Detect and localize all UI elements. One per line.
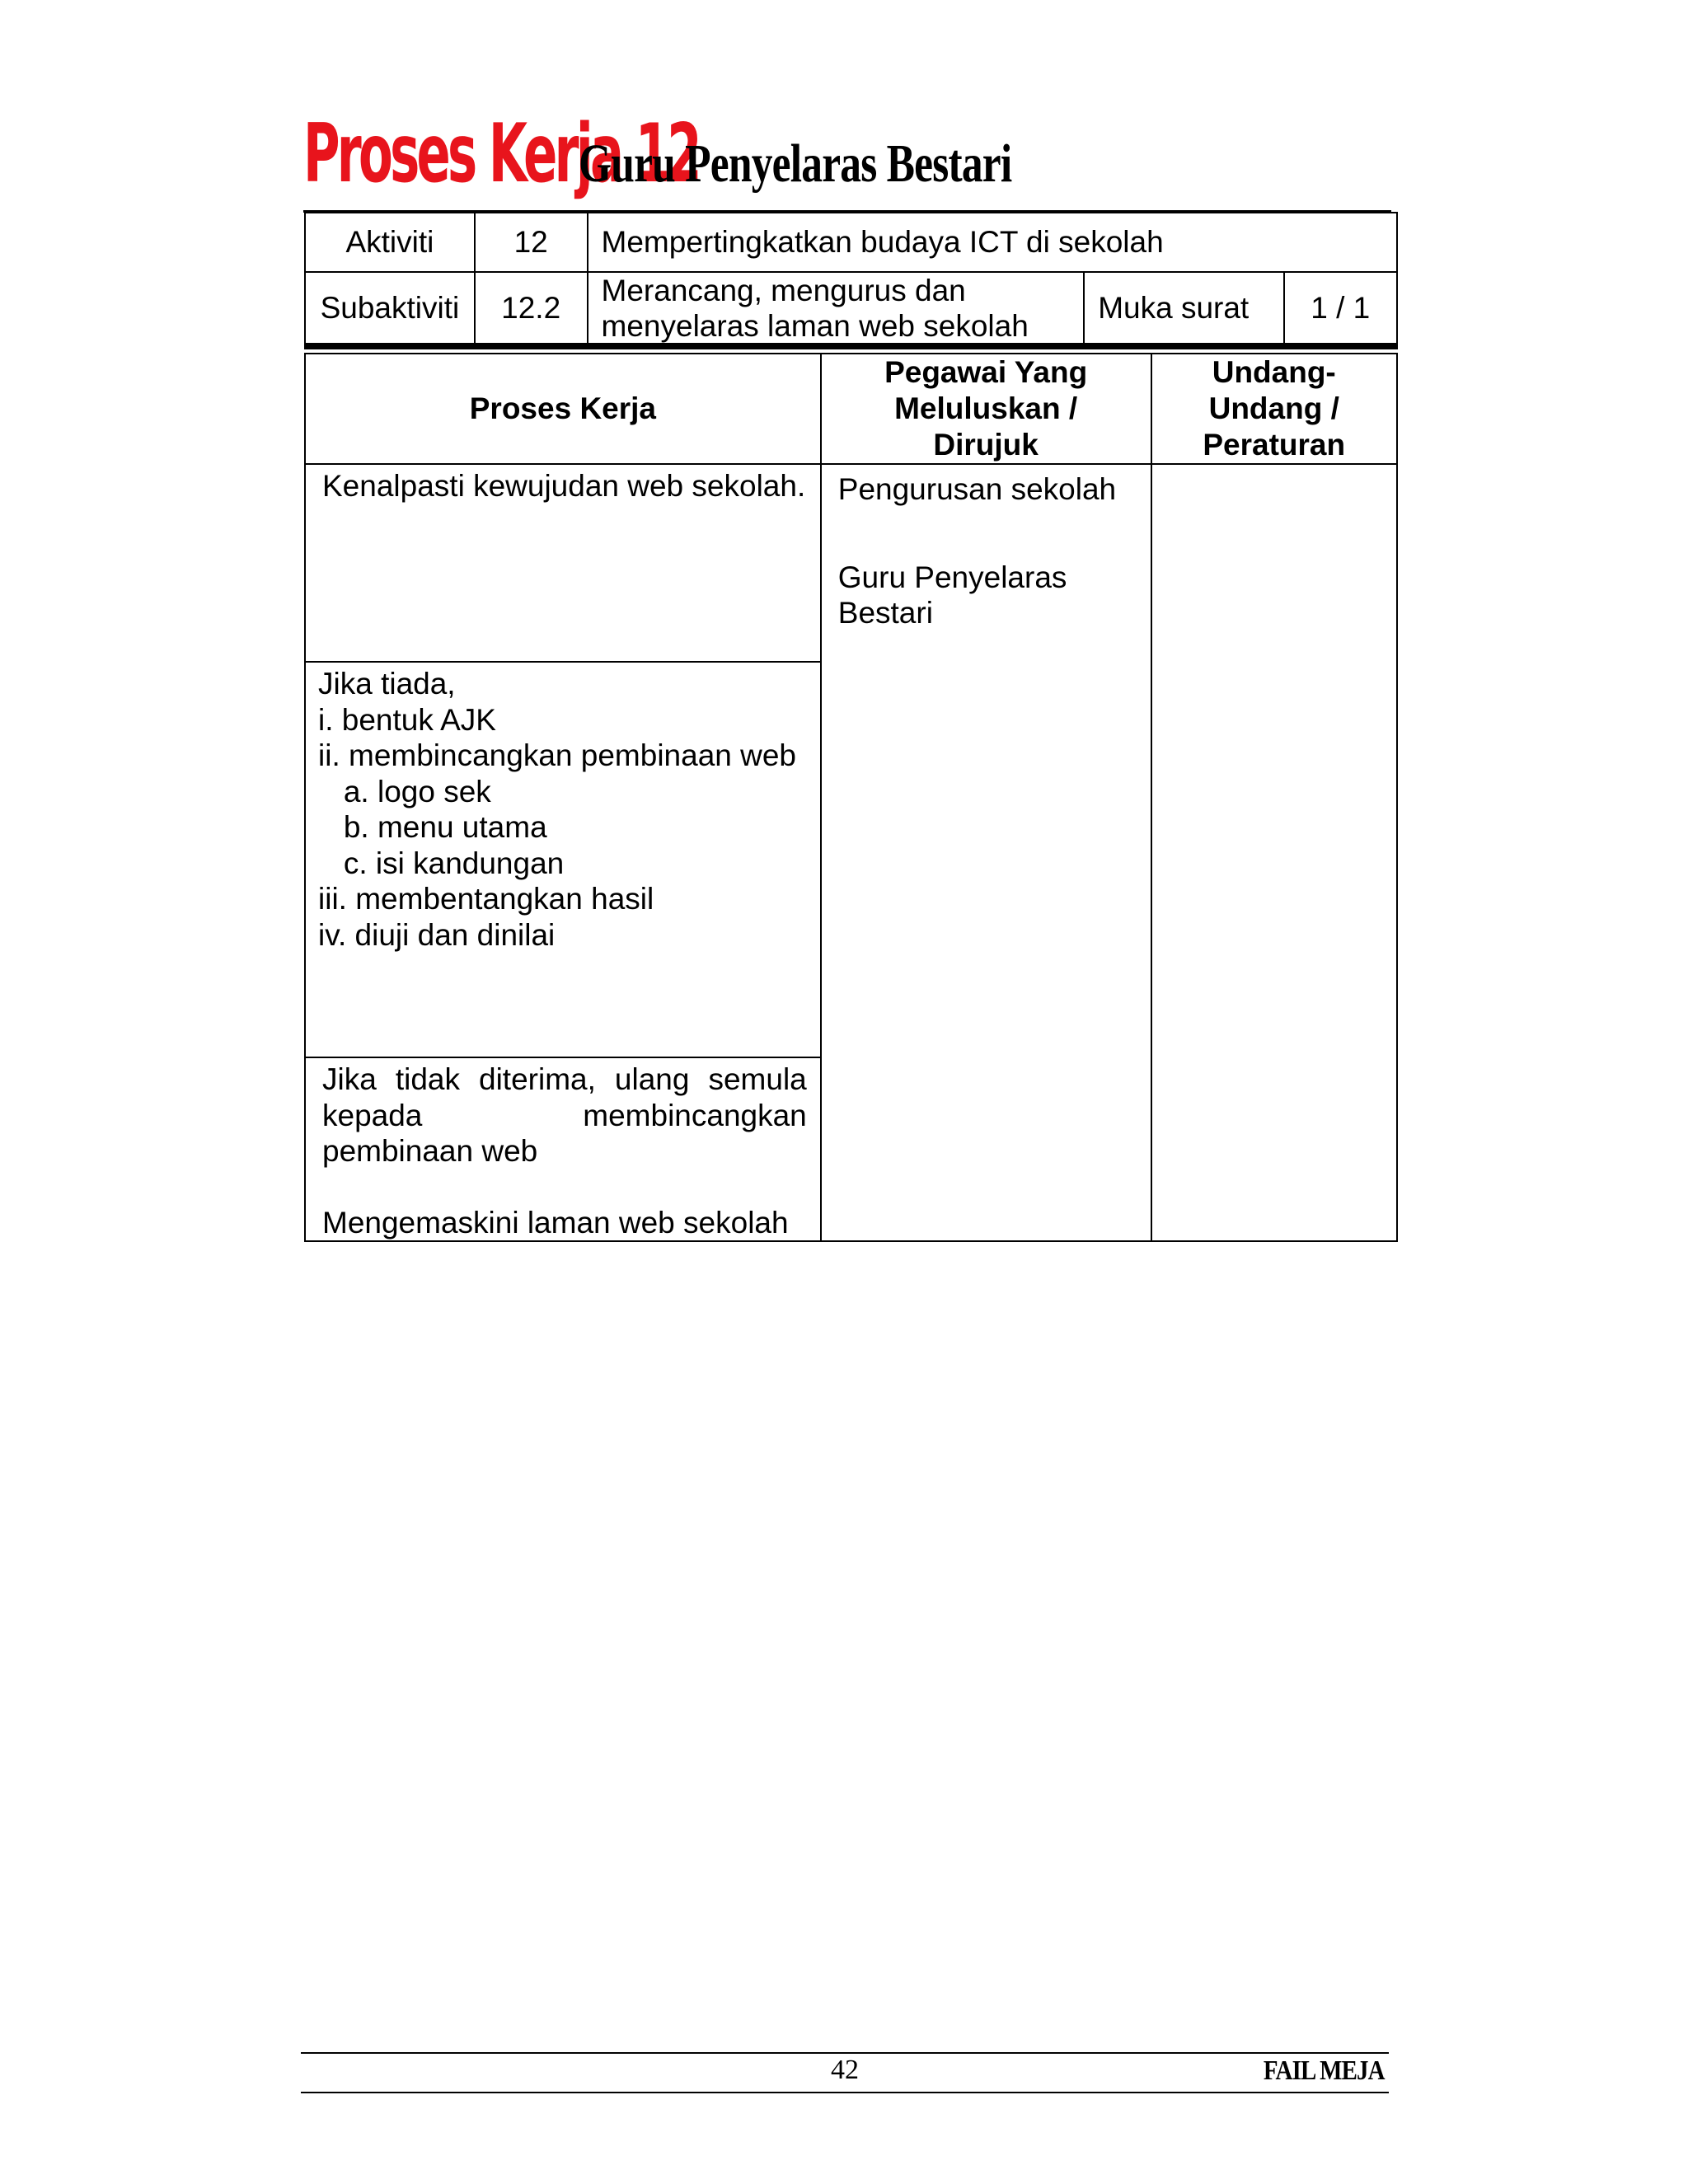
aktiviti-description: Mempertingkatkan budaya ICT di sekolah	[588, 213, 1397, 272]
pegawai-pengurusan: Pengurusan sekolah	[837, 472, 1117, 506]
proses-step-review: Jika tidak diterima, ulang semula kepada membincangkan pembinaan web Mengemaskini laman web sekolah	[305, 1057, 821, 1241]
aktiviti-number: 12	[475, 213, 588, 272]
col-header-undang-undang: Undang- Undang / Peraturan	[1151, 354, 1398, 464]
proses-step-build: Jika tiada, i. bentuk AJK ii. membincangkan pembinaan web a. logo sek b. menu utama c. isi kandungan iii. membentangkan hasil iv. diuji dan dinilai	[305, 662, 821, 1057]
header-double-rule	[304, 343, 1398, 349]
undang-undang-cell	[1151, 464, 1398, 1241]
col-header-pegawai: Pegawai Yang Meluluskan / Dirujuk	[821, 354, 1151, 464]
subaktiviti-number: 12.2	[475, 272, 588, 344]
title-role: Guru Penyelaras Bestari	[579, 134, 1012, 194]
pegawai-cell	[821, 464, 1151, 1241]
footer-rule-top	[301, 2052, 1389, 2054]
aktiviti-label: Aktiviti	[305, 213, 475, 272]
page-title	[303, 107, 1012, 201]
footer-rule-bottom	[301, 2092, 1389, 2093]
subaktiviti-description: Merancang, mengurus dan menyelaras laman web sekolah	[588, 272, 1085, 344]
subaktiviti-label: Subaktiviti	[305, 272, 475, 344]
title-process-number: Proses Kerja 12	[303, 107, 699, 201]
work-process-table	[304, 353, 1398, 1242]
proses-step-identify: Kenalpasti kewujudan web sekolah.	[305, 464, 821, 662]
activity-header-table	[304, 212, 1398, 345]
footer-label: FAIL MEJA	[1264, 2055, 1385, 2086]
muka-surat-value: 1 / 1	[1284, 272, 1397, 344]
page-number: 42	[831, 2055, 859, 2085]
muka-surat-label: Muka surat	[1084, 272, 1283, 344]
pegawai-guru-penyelaras: Guru Penyelaras Bestari	[837, 560, 1067, 630]
col-header-proses-kerja: Proses Kerja	[305, 354, 821, 464]
